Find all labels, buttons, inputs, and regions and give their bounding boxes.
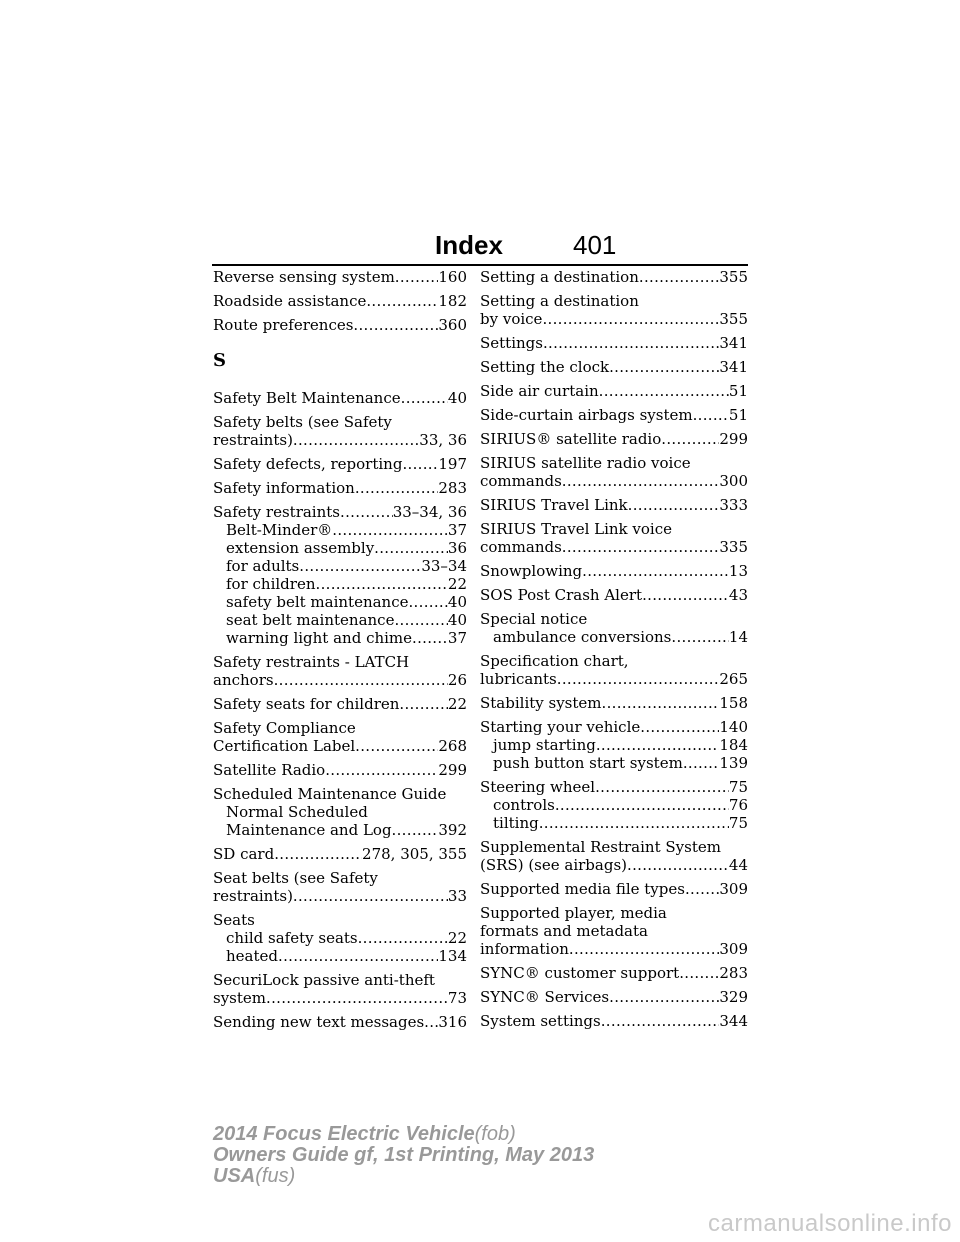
index-subentry xyxy=(213,593,467,611)
entry-term: commands xyxy=(480,538,562,556)
entry-page: 283 xyxy=(719,964,748,982)
entry-term: Scheduled Maintenance Guide xyxy=(213,785,447,803)
entry-page: 300 xyxy=(719,472,748,490)
dot-leader xyxy=(671,628,729,646)
entry-term: Stability system xyxy=(480,694,602,712)
entry-page: 33–34, 36 xyxy=(392,503,467,521)
entry-page: 37 xyxy=(447,521,467,539)
index-subentry xyxy=(213,611,467,629)
entry-term: SIRIUS satellite radio voice xyxy=(480,454,691,472)
dot-leader xyxy=(628,496,720,514)
index-entry xyxy=(213,719,467,755)
dot-leader xyxy=(599,382,729,400)
entry-term: Safety belts (see Safety xyxy=(213,413,392,431)
dot-leader xyxy=(693,406,729,424)
entry-term: safety belt maintenance xyxy=(226,593,409,611)
dot-leader xyxy=(639,268,719,286)
entry-term: Certification Label xyxy=(213,737,356,755)
dot-leader xyxy=(274,845,362,863)
entry-term: Side air curtain xyxy=(480,382,599,400)
index-entry-line xyxy=(213,671,467,689)
index-entry xyxy=(480,988,748,1006)
entry-term: Safety Belt Maintenance xyxy=(213,389,401,407)
index-column-left xyxy=(213,268,467,1037)
index-entry-line xyxy=(480,310,748,328)
index-entry-line xyxy=(213,869,467,887)
entry-page: 22 xyxy=(447,929,467,947)
entry-page: 341 xyxy=(719,334,748,352)
index-entry-line xyxy=(213,761,467,779)
entry-page: 33, 36 xyxy=(419,431,467,449)
index-entry-line xyxy=(480,454,748,472)
index-entry-line xyxy=(480,292,748,310)
entry-page: 158 xyxy=(719,694,748,712)
entry-page: 283 xyxy=(438,479,467,497)
entry-page: 278, 305, 355 xyxy=(362,845,467,863)
entry-term: SYNC® customer support xyxy=(480,964,680,982)
index-entry-line xyxy=(213,413,467,431)
entry-term: restraints) xyxy=(213,887,293,905)
index-entry xyxy=(213,869,467,905)
index-subentry xyxy=(213,539,467,557)
index-entry xyxy=(480,586,748,604)
entry-page: 13 xyxy=(728,562,748,580)
entry-term: Supplemental Restraint System xyxy=(480,838,721,856)
entry-page: 33 xyxy=(447,887,467,905)
index-subentry xyxy=(480,754,748,772)
index-entry-line xyxy=(480,1012,748,1030)
footer-code: (fob) xyxy=(474,1123,516,1145)
index-entry-line xyxy=(480,358,748,376)
index-entry-line xyxy=(480,718,748,736)
entry-term: anchors xyxy=(213,671,274,689)
entry-term: tilting xyxy=(493,814,539,832)
index-entry-line xyxy=(213,503,467,521)
entry-term: Snowplowing xyxy=(480,562,583,580)
index-entry xyxy=(480,406,748,424)
dot-leader xyxy=(609,988,719,1006)
entry-term: Safety defects, reporting xyxy=(213,455,403,473)
entry-term: Safety restraints xyxy=(213,503,340,521)
index-entry xyxy=(480,334,748,352)
entry-page: 309 xyxy=(719,940,748,958)
index-entry xyxy=(480,652,748,688)
index-entry-line xyxy=(213,737,467,755)
dot-leader xyxy=(539,814,729,832)
entry-page: 182 xyxy=(438,292,467,310)
page-header xyxy=(0,228,960,268)
index-entry-line xyxy=(480,694,748,712)
entry-term: Setting the clock xyxy=(480,358,610,376)
index-entry xyxy=(480,358,748,376)
dot-leader xyxy=(394,611,447,629)
entry-page: 44 xyxy=(728,856,748,874)
index-entry xyxy=(213,1013,467,1031)
entry-term: warning light and chime xyxy=(226,629,413,647)
entry-page: 139 xyxy=(719,754,748,772)
index-entry-line xyxy=(480,922,748,940)
entry-term: Setting a destination xyxy=(480,292,639,310)
index-entry-line xyxy=(213,1013,467,1031)
index-entry-line xyxy=(480,856,748,874)
entry-page: 140 xyxy=(719,718,748,736)
entry-page: 36 xyxy=(447,539,467,557)
index-entry xyxy=(480,430,748,448)
entry-term: Supported player, media xyxy=(480,904,667,922)
index-subentry xyxy=(213,521,467,539)
index-entry-line xyxy=(213,845,467,863)
entry-page: 268 xyxy=(438,737,467,755)
entry-term: system xyxy=(213,989,266,1007)
entry-term: System settings xyxy=(480,1012,601,1030)
dot-leader xyxy=(555,796,729,814)
entry-term: SecuriLock passive anti-theft xyxy=(213,971,435,989)
dot-leader xyxy=(685,880,719,898)
dot-leader xyxy=(609,358,719,376)
entry-term: information xyxy=(480,940,569,958)
index-entry-line xyxy=(480,406,748,424)
index-entry-line xyxy=(213,653,467,671)
index-entry-line xyxy=(480,880,748,898)
dot-leader xyxy=(683,754,720,772)
index-entry xyxy=(213,971,467,1007)
entry-page: 37 xyxy=(447,629,467,647)
watermark: carmanualsonline.info xyxy=(708,1210,952,1237)
dot-leader xyxy=(353,316,438,334)
dot-leader xyxy=(412,629,448,647)
entry-term: Side-curtain airbags system xyxy=(480,406,693,424)
entry-term: child safety seats xyxy=(226,929,358,947)
dot-leader xyxy=(392,821,439,839)
entry-page: 355 xyxy=(719,268,748,286)
entry-page: 73 xyxy=(447,989,467,1007)
entry-page: 40 xyxy=(447,593,467,611)
index-entry xyxy=(213,503,467,647)
dot-leader xyxy=(340,503,393,521)
entry-page: 75 xyxy=(728,814,748,832)
index-entry-line xyxy=(480,562,748,580)
entry-page: 344 xyxy=(719,1012,748,1030)
entry-term: heated xyxy=(226,947,278,965)
entry-term: extension assembly xyxy=(226,539,375,557)
entry-term: Safety restraints - LATCH xyxy=(213,653,410,671)
index-entry-line xyxy=(480,904,748,922)
index-subentry xyxy=(213,947,467,965)
dot-leader xyxy=(366,292,438,310)
index-entry-line xyxy=(213,268,467,286)
entry-page: 160 xyxy=(438,268,467,286)
entry-page: 26 xyxy=(447,671,467,689)
entry-term: for children xyxy=(226,575,316,593)
index-entry-line xyxy=(480,964,748,982)
dot-leader xyxy=(602,694,720,712)
entry-page: 51 xyxy=(728,406,748,424)
index-entry xyxy=(480,610,748,646)
index-entry xyxy=(480,778,748,832)
entry-term: Setting a destination xyxy=(480,268,639,286)
dot-leader xyxy=(325,761,438,779)
entry-page: 134 xyxy=(438,947,467,965)
entry-page: 40 xyxy=(447,389,467,407)
entry-page: 33–34 xyxy=(421,557,467,575)
page-title: Index xyxy=(435,230,503,260)
index-entry xyxy=(480,562,748,580)
entry-term: formats and metadata xyxy=(480,922,648,940)
dot-leader xyxy=(601,1012,720,1030)
index-entry-line xyxy=(480,670,748,688)
entry-term: Safety Compliance xyxy=(213,719,356,737)
dot-leader xyxy=(595,778,729,796)
index-entry-line xyxy=(480,430,748,448)
index-entry xyxy=(213,653,467,689)
index-entry xyxy=(213,479,467,497)
entry-term: Normal Scheduled xyxy=(226,803,368,821)
entry-term: Reverse sensing system xyxy=(213,268,395,286)
dot-leader xyxy=(562,538,720,556)
index-entry-line xyxy=(213,989,467,1007)
dot-leader xyxy=(293,431,419,449)
index-entry xyxy=(213,292,467,310)
index-entry xyxy=(213,911,467,965)
entry-page: 299 xyxy=(438,761,467,779)
entry-term: Sending new text messages xyxy=(213,1013,425,1031)
entry-page: 22 xyxy=(447,575,467,593)
index-subentry xyxy=(480,796,748,814)
entry-term: Seat belts (see Safety xyxy=(213,869,378,887)
index-entry-line xyxy=(213,971,467,989)
entry-term: SIRIUS® satellite radio xyxy=(480,430,662,448)
dot-leader xyxy=(299,557,421,575)
index-subentry xyxy=(213,629,467,647)
index-entry xyxy=(480,382,748,400)
index-subentry xyxy=(480,628,748,646)
dot-leader xyxy=(557,670,720,688)
index-entry-line xyxy=(480,520,748,538)
dot-leader xyxy=(355,479,439,497)
entry-page: 329 xyxy=(719,988,748,1006)
dot-leader xyxy=(661,430,719,448)
index-entry-line xyxy=(480,538,748,556)
index-entry xyxy=(480,496,748,514)
index-entry-line xyxy=(480,838,748,856)
entry-page: 299 xyxy=(719,430,748,448)
index-entry xyxy=(213,389,467,407)
dot-leader xyxy=(358,929,448,947)
index-entry-line xyxy=(480,610,748,628)
index-entry-line xyxy=(480,778,748,796)
dot-leader xyxy=(316,575,448,593)
index-entry xyxy=(480,718,748,772)
dot-leader xyxy=(596,736,720,754)
index-entry xyxy=(480,1012,748,1030)
entry-term: ambulance conversions xyxy=(493,628,672,646)
entry-term: Steering wheel xyxy=(480,778,596,796)
footer-market-code: (fus) xyxy=(255,1165,296,1187)
dot-leader xyxy=(395,268,439,286)
dot-leader xyxy=(569,940,719,958)
dot-leader xyxy=(627,856,729,874)
dot-leader xyxy=(332,521,448,539)
index-entry xyxy=(480,880,748,898)
index-entry xyxy=(213,785,467,839)
entry-term: (SRS) (see airbags) xyxy=(480,856,627,874)
section-letter: S xyxy=(213,350,226,371)
index-entry-line xyxy=(213,785,467,803)
dot-leader xyxy=(399,695,447,713)
index-subentry xyxy=(480,814,748,832)
index-entry-line xyxy=(213,719,467,737)
dot-leader xyxy=(274,671,448,689)
entry-term: Safety seats for children xyxy=(213,695,400,713)
index-entry xyxy=(213,455,467,473)
dot-leader xyxy=(679,964,719,982)
header-rule xyxy=(212,264,748,266)
entry-term: SOS Post Crash Alert xyxy=(480,586,643,604)
index-entry-line xyxy=(480,988,748,1006)
entry-page: 265 xyxy=(719,670,748,688)
index-entry-line xyxy=(213,431,467,449)
dot-leader xyxy=(542,310,719,328)
index-entry-line xyxy=(213,389,467,407)
index-entry-line xyxy=(213,887,467,905)
index-entry xyxy=(480,268,748,286)
entry-page: 309 xyxy=(719,880,748,898)
index-entry-line xyxy=(213,479,467,497)
entry-page: 392 xyxy=(438,821,467,839)
entry-term: SYNC® Services xyxy=(480,988,610,1006)
dot-leader xyxy=(582,562,729,580)
dot-leader xyxy=(374,539,448,557)
index-entry xyxy=(213,845,467,863)
index-entry xyxy=(480,520,748,556)
index-entry xyxy=(480,838,748,874)
entry-term: Seats xyxy=(213,911,255,929)
entry-term: for adults xyxy=(226,557,300,575)
dot-leader xyxy=(266,989,448,1007)
index-entry-line xyxy=(480,586,748,604)
index-column-right xyxy=(480,268,748,1036)
entry-term: seat belt maintenance xyxy=(226,611,395,629)
index-entry xyxy=(480,904,748,958)
entry-term: commands xyxy=(480,472,562,490)
index-entry-line xyxy=(480,496,748,514)
index-entry xyxy=(480,694,748,712)
index-entry-line xyxy=(213,316,467,334)
entry-term: restraints) xyxy=(213,431,293,449)
index-entry-line xyxy=(480,940,748,958)
entry-term: lubricants xyxy=(480,670,557,688)
entry-term: Satellite Radio xyxy=(213,761,326,779)
entry-term: controls xyxy=(493,796,555,814)
entry-page: 51 xyxy=(728,382,748,400)
page-footer xyxy=(213,1124,594,1187)
dot-leader xyxy=(640,718,719,736)
index-entry xyxy=(213,413,467,449)
index-subentry xyxy=(213,929,467,947)
footer-title: 2014 Focus Electric Vehicle xyxy=(213,1123,475,1145)
index-entry xyxy=(213,268,467,286)
entry-term: Starting your vehicle xyxy=(480,718,641,736)
entry-page: 43 xyxy=(728,586,748,604)
entry-term: SIRIUS Travel Link voice xyxy=(480,520,672,538)
entry-term: Safety information xyxy=(213,479,355,497)
index-entry xyxy=(480,964,748,982)
entry-page: 22 xyxy=(447,695,467,713)
index-subentry xyxy=(480,736,748,754)
index-entry xyxy=(213,761,467,779)
entry-page: 197 xyxy=(438,455,467,473)
entry-term: SD card xyxy=(213,845,275,863)
entry-page: 360 xyxy=(438,316,467,334)
footer-market: USA xyxy=(213,1165,256,1187)
index-entry xyxy=(213,695,467,713)
dot-leader xyxy=(278,947,438,965)
dot-leader xyxy=(408,593,447,611)
entry-page: 355 xyxy=(719,310,748,328)
dot-leader xyxy=(402,455,438,473)
entry-term: Maintenance and Log xyxy=(226,821,392,839)
entry-page: 40 xyxy=(447,611,467,629)
entry-term: by voice xyxy=(480,310,543,328)
entry-term: Roadside assistance xyxy=(213,292,367,310)
index-entry xyxy=(480,454,748,490)
entry-term: Settings xyxy=(480,334,543,352)
entry-page: 335 xyxy=(719,538,748,556)
entry-term: Belt-Minder® xyxy=(226,521,333,539)
entry-page: 76 xyxy=(728,796,748,814)
index-entry-line xyxy=(213,695,467,713)
entry-term: Route preferences xyxy=(213,316,354,334)
index-subentry xyxy=(213,803,467,821)
dot-leader xyxy=(543,334,719,352)
index-entry-line xyxy=(213,455,467,473)
entry-page: 14 xyxy=(728,628,748,646)
entry-page: 184 xyxy=(719,736,748,754)
index-entry-line xyxy=(480,652,748,670)
dot-leader xyxy=(424,1013,438,1031)
entry-term: Specification chart, xyxy=(480,652,629,670)
entry-page: 333 xyxy=(719,496,748,514)
index-entry-line xyxy=(213,911,467,929)
dot-leader xyxy=(562,472,720,490)
entry-page: 75 xyxy=(728,778,748,796)
index-entry xyxy=(213,316,467,334)
index-subentry xyxy=(213,821,467,839)
dot-leader xyxy=(642,586,729,604)
footer-edition: Owners Guide gf, 1st Printing, May 2013 xyxy=(213,1144,595,1166)
entry-page: 316 xyxy=(438,1013,467,1031)
index-entry-line xyxy=(480,268,748,286)
dot-leader xyxy=(355,737,438,755)
index-subentry xyxy=(213,557,467,575)
index-entry-line xyxy=(480,472,748,490)
index-entry-line xyxy=(480,382,748,400)
dot-leader xyxy=(401,389,448,407)
dot-leader xyxy=(293,887,448,905)
index-entry xyxy=(480,292,748,328)
entry-term: Special notice xyxy=(480,610,588,628)
entry-term: Supported media file types xyxy=(480,880,685,898)
entry-term: SIRIUS Travel Link xyxy=(480,496,628,514)
index-entry-line xyxy=(480,334,748,352)
entry-term: push button start system xyxy=(493,754,683,772)
entry-page: 341 xyxy=(719,358,748,376)
index-subentry xyxy=(213,575,467,593)
page-number: 401 xyxy=(573,230,617,260)
entry-term: jump starting xyxy=(493,736,596,754)
index-entry-line xyxy=(213,292,467,310)
